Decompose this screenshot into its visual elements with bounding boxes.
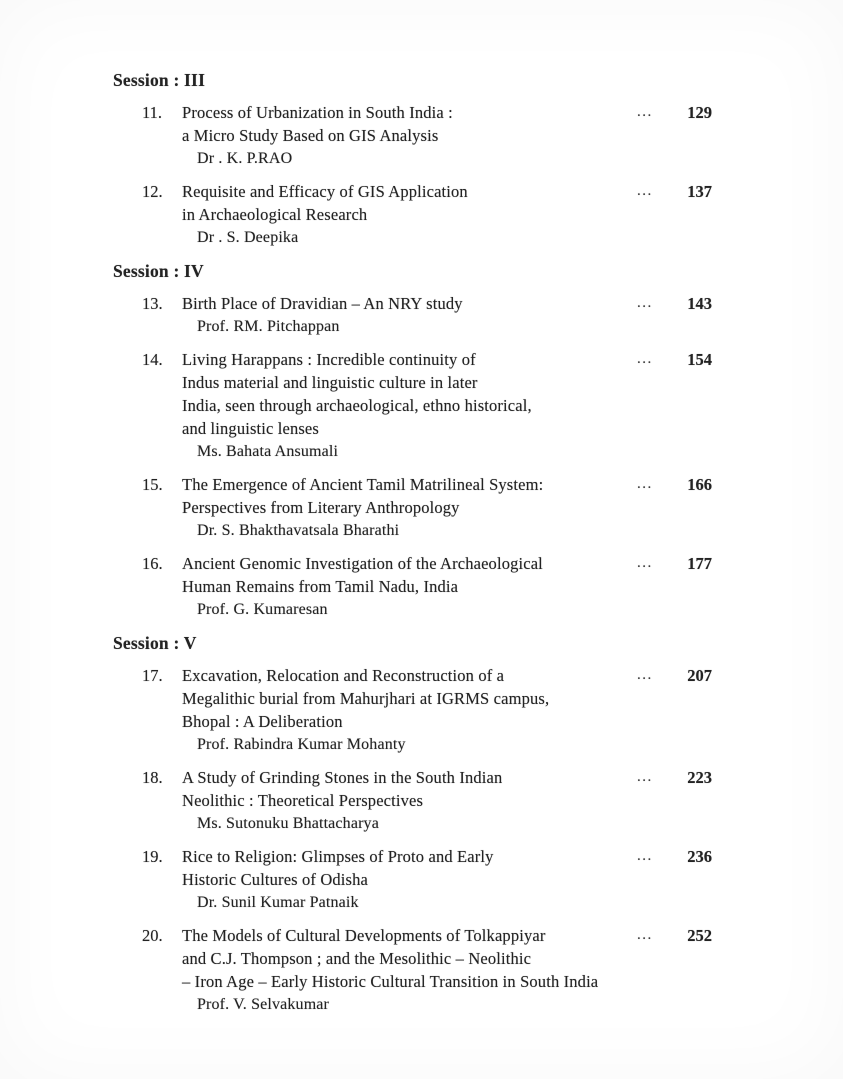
entry-title-line: Requisite and Efficacy of GIS Application (182, 182, 468, 201)
toc-entry (0, 348, 843, 463)
entry-title-line: and C.J. Thompson ; and the Mesolithic – Neolithic (182, 949, 532, 968)
entry-author: Dr. Sunil Kumar Patnaik (197, 894, 359, 911)
entry-title-line: Megalithic burial from Mahurjhari at IGRMS campus, (182, 689, 550, 708)
session-heading: Session : V (113, 633, 197, 653)
entry-number: 17. (142, 666, 163, 685)
entry-author: Prof. RM. Pitchappan (197, 318, 340, 335)
entry-title-line: Human Remains from Tamil Nadu, India (182, 577, 459, 596)
entry-title-line: Birth Place of Dravidian – An NRY study (182, 294, 463, 313)
entry-number: 16. (142, 554, 163, 573)
leader-dots: ... (637, 183, 653, 199)
entry-title-line: Ancient Genomic Investigation of the Archaeological (182, 554, 543, 573)
entry-page-number: 236 (687, 847, 712, 866)
entry-title-line: Indus material and linguistic culture in later (182, 373, 478, 392)
entry-number: 11. (142, 103, 163, 122)
toc-entry (0, 664, 843, 756)
leader-dots: ... (637, 667, 653, 683)
leader-dots: ... (637, 927, 653, 943)
entry-title-line: Bhopal : A Deliberation (182, 712, 343, 731)
entry-page-number: 207 (687, 666, 712, 685)
entry-number: 14. (142, 350, 163, 369)
entry-author: Dr . K. P.RAO (197, 150, 293, 167)
entry-text (182, 924, 682, 1016)
entry-page-number: 223 (687, 768, 712, 787)
entry-title-line: a Micro Study Based on GIS Analysis (182, 126, 439, 145)
leader-dots: ... (637, 476, 653, 492)
entry-title-line: Neolithic : Theoretical Perspectives (182, 791, 424, 810)
entry-text (182, 473, 682, 542)
entry-title-line: The Models of Cultural Developments of Tolkappiyar (182, 926, 546, 945)
entry-number: 19. (142, 847, 163, 866)
entry-text (182, 180, 682, 249)
toc-entry (0, 552, 843, 621)
entry-author: Prof. Rabindra Kumar Mohanty (197, 736, 406, 753)
toc-entry (0, 845, 843, 914)
leader-dots: ... (637, 351, 653, 367)
entry-page-number: 129 (687, 103, 712, 122)
entry-page-number: 143 (687, 294, 712, 313)
session-section-4 (0, 259, 843, 621)
entry-text (182, 845, 682, 914)
entry-text (182, 552, 682, 621)
session-section-5 (0, 631, 843, 1016)
entry-author: Prof. V. Selvakumar (197, 996, 330, 1013)
toc-entry (0, 101, 843, 170)
entry-page-number: 137 (687, 182, 712, 201)
toc-entry (0, 473, 843, 542)
entry-text (182, 766, 682, 835)
entry-title-line: The Emergence of Ancient Tamil Matrilineal System: (182, 475, 544, 494)
entry-author: Dr . S. Deepika (197, 229, 299, 246)
toc-entry (0, 766, 843, 835)
entry-number: 13. (142, 294, 163, 313)
entry-page-number: 154 (687, 350, 712, 369)
entry-number: 15. (142, 475, 163, 494)
leader-dots: ... (637, 769, 653, 785)
entry-title-line: Process of Urbanization in South India : (182, 103, 453, 122)
entry-author: Ms. Bahata Ansumali (197, 443, 339, 460)
entry-number: 18. (142, 768, 163, 787)
entry-page-number: 252 (687, 926, 712, 945)
leader-dots: ... (637, 295, 653, 311)
entry-number: 20. (142, 926, 163, 945)
session-heading: Session : III (113, 70, 206, 90)
entry-page-number: 166 (687, 475, 712, 494)
leader-dots: ... (637, 555, 653, 571)
entry-author: Dr. S. Bhakthavatsala Bharathi (197, 522, 400, 539)
entry-title-line: in Archaeological Research (182, 205, 368, 224)
entry-title-line: India, seen through archaeological, ethno historical, (182, 396, 532, 415)
entry-title-line: Historic Cultures of Odisha (182, 870, 368, 889)
entry-page-number: 177 (687, 554, 712, 573)
entry-text (182, 292, 682, 338)
toc-entry (0, 924, 843, 1016)
session-section-3 (0, 68, 843, 249)
entry-title-line: A Study of Grinding Stones in the South Indian (182, 768, 503, 787)
entry-author: Ms. Sutonuku Bhattacharya (197, 815, 379, 832)
entry-title-line: Rice to Religion: Glimpses of Proto and Early (182, 847, 494, 866)
entry-text (182, 348, 682, 463)
entry-text (182, 101, 682, 170)
entry-title-line: Living Harappans : Incredible continuity of (182, 350, 476, 369)
entry-title-line: Excavation, Relocation and Reconstruction of a (182, 666, 505, 685)
leader-dots: ... (637, 848, 653, 864)
entry-title-line: and linguistic lenses (182, 419, 319, 438)
toc-entry (0, 292, 843, 338)
session-heading: Session : IV (113, 261, 204, 281)
entry-author: Prof. G. Kumaresan (197, 601, 328, 618)
entry-title-line: – Iron Age – Early Historic Cultural Transition in South India (182, 972, 599, 991)
entry-number: 12. (142, 182, 163, 201)
entry-text (182, 664, 682, 756)
toc-entry (0, 180, 843, 249)
entry-title-line: Perspectives from Literary Anthropology (182, 498, 460, 517)
leader-dots: ... (637, 104, 653, 120)
